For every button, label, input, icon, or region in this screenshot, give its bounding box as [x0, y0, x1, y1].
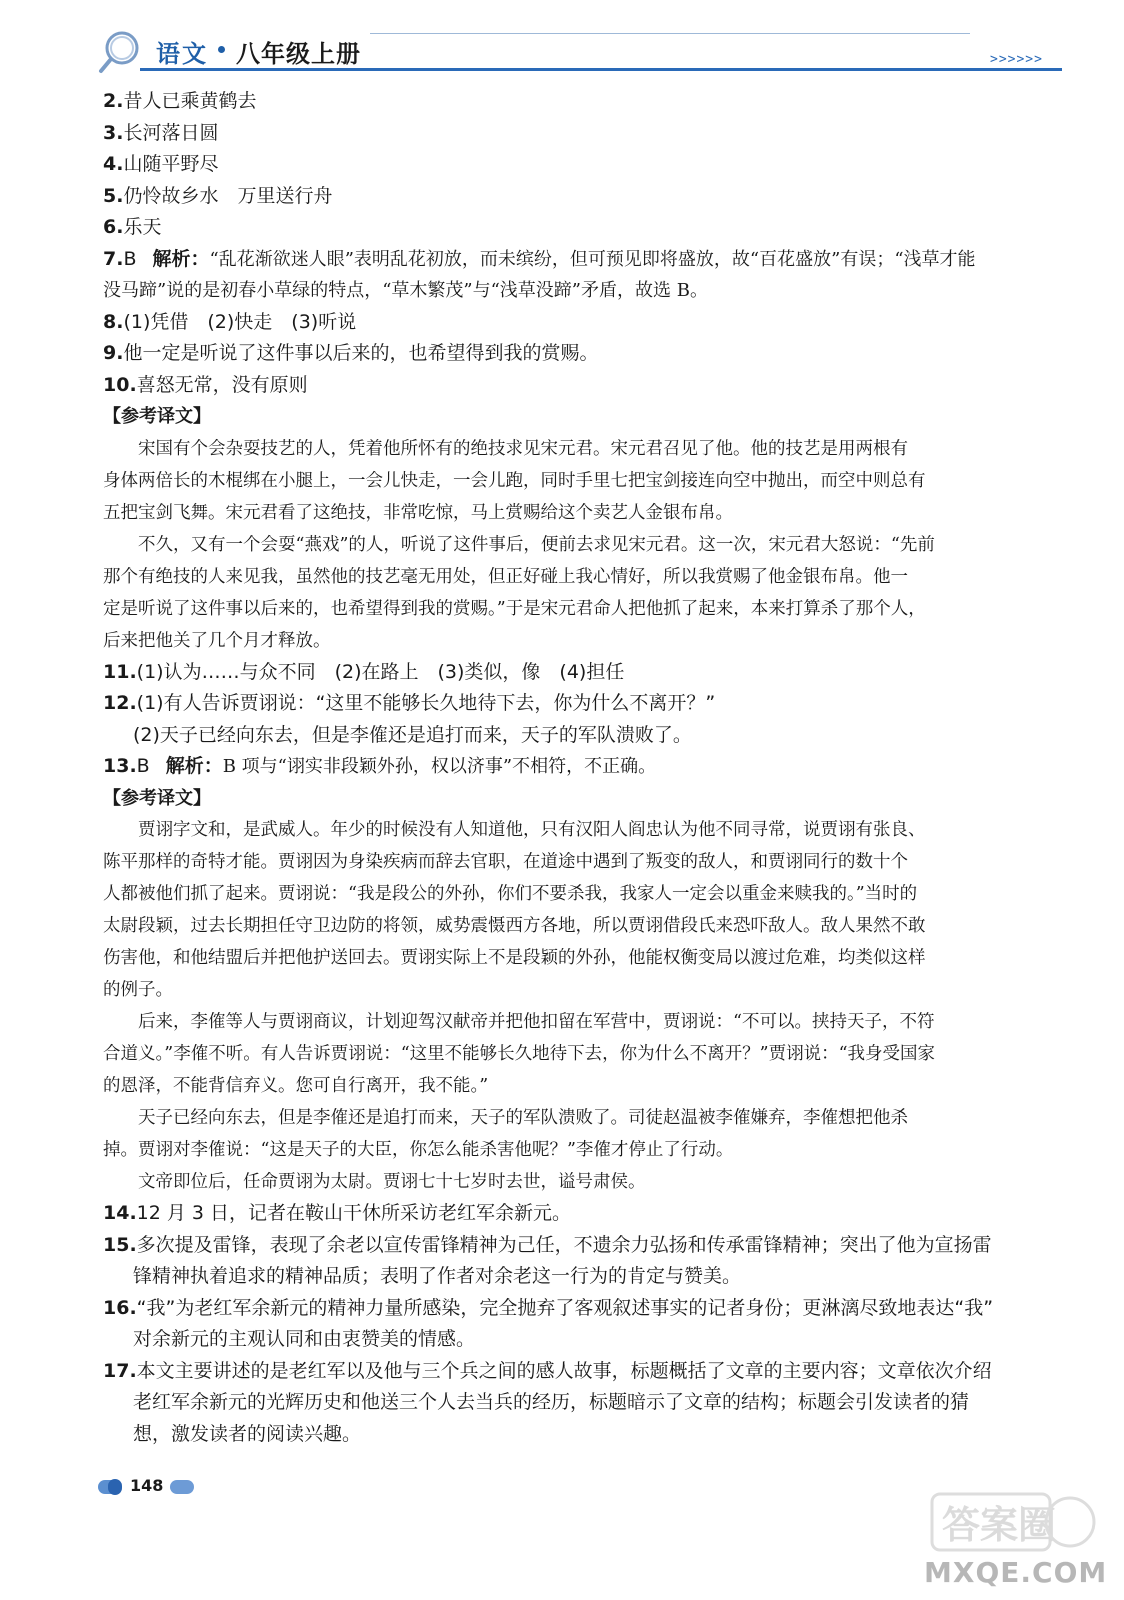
answer-item-6 — [103, 212, 1053, 244]
footer-decoration-icon — [108, 1479, 122, 1495]
item-number: 13. — [103, 755, 137, 777]
page-number: 148 — [130, 1476, 164, 1495]
grade-title: 八年级上册 — [236, 40, 361, 68]
analysis-text: “乱花渐欲迷人眼”表明乱花初放，而未缤纷，但可预见即将盛放，故“百花盛放”有误；“浅草才能 — [209, 248, 976, 270]
translation-paragraph: 天子已经向东去，但是李傕还是追打而来，天子的军队溃败了。司徒赵温被李傕嫌弃，李傕想把他杀 掉。贾诩对李傕说：“这是天子的大臣，你怎么能杀害他呢？”李傕才停止了行动。 — [103, 1108, 908, 1160]
item-number: 8. — [103, 310, 124, 333]
translation-paragraph: 宋国有个会杂耍技艺的人，凭着他所怀有的绝技求见宋元君。宋元君召见了他。他的技艺是用两根有 身体两倍长的木棍绑在小腿上，一会儿快走，一会儿跑，同时手里七把宝剑接连向空中抛出，而空中则总有 五把宝剑飞舞。宋元君看了这绝技，非常吃惊，马上赏赐给这个卖艺人金银布帛。 — [103, 438, 926, 523]
answer-text: 仍怜故乡水 万里送行舟 — [123, 184, 333, 207]
header-rule — [140, 68, 1062, 71]
answer-item-4 — [103, 149, 1053, 181]
item-number: 3. — [103, 121, 124, 144]
item-number: 15. — [103, 1233, 137, 1256]
item-number: 4. — [103, 153, 124, 175]
answer-item-3 — [103, 118, 1053, 150]
answer-text: 他一定是听说了这件事以后来的，也希望得到我的赏赐。 — [123, 342, 599, 364]
analysis-text-continued: 没马蹄”说的是初春小草绿的特点，“草木繁茂”与“浅草没蹄”矛盾，故选 B。 — [103, 280, 708, 301]
header-separator-dot — [218, 46, 225, 53]
answer-item-17 — [103, 1356, 1053, 1388]
answer-text: 山随平野尽 — [123, 153, 219, 175]
answer-text: 昔人已乘黄鹤去 — [123, 90, 257, 112]
answer-item-7 — [103, 244, 1053, 276]
answer-item-11 — [103, 657, 1053, 689]
translation-heading: 【参考译文】 — [103, 787, 211, 809]
answer-text: 多次提及雷锋，表现了余老以宣传雷锋精神为己任，不遗余力弘扬和传承雷锋精神；突出了他为宣扬雷 — [136, 1233, 992, 1256]
item-number: 12. — [103, 692, 137, 714]
answer-item-17-continued: 老红军余新元的光辉历史和他送三个人去当兵的经历，标题暗示了文章的结构；标题会引发读者的猜 — [133, 1391, 970, 1413]
answer-item-10 — [103, 370, 1053, 402]
watermark-logo — [928, 1488, 1098, 1556]
header-arrows-icon: >>>>>> — [990, 52, 1043, 67]
item-number: 7. — [103, 247, 124, 270]
answer-item-16-continued: 对余新元的主观认同和由衷赞美的情感。 — [133, 1328, 476, 1350]
answer-text: 12 月 3 日，记者在鞍山干休所采访老红军余新元。 — [136, 1202, 572, 1224]
item-number: 5. — [103, 184, 124, 207]
answer-item-2 — [103, 86, 1053, 118]
answer-text: 乐天 — [123, 216, 162, 238]
item-number: 14. — [103, 1202, 137, 1224]
analysis-label: 解析： — [165, 755, 223, 777]
answer-content — [103, 86, 1053, 1450]
answer-text: 长河落日圆 — [123, 121, 219, 144]
answer-text: 本文主要讲述的是老红军以及他与三个兵之间的感人故事，标题概括了文章的主要内容；文章依次介绍 — [136, 1359, 992, 1382]
analysis-text: B 项与“诩实非段颖外孙，权以济事”不相符，不正确。 — [222, 756, 657, 777]
answer-item-17-continued: 想，激发读者的阅读兴趣。 — [133, 1422, 362, 1445]
watermark-url: MXQE.COM — [924, 1556, 1108, 1589]
header-thin-rule — [370, 33, 970, 34]
answer-choice: B — [136, 755, 150, 777]
answer-item-5 — [103, 181, 1053, 213]
answer-item-15 — [103, 1230, 1053, 1262]
answer-item-16 — [103, 1293, 1053, 1325]
translation-heading: 【参考译文】 — [103, 406, 211, 427]
answer-item-15-continued: 锋精神执着追求的精神品质；表明了作者对余老这一行为的肯定与赞美。 — [133, 1265, 742, 1287]
answer-text: 喜怒无常，没有原则 — [136, 373, 308, 396]
answer-item-14 — [103, 1198, 1053, 1230]
answer-item-13 — [103, 751, 1053, 783]
answer-text: (1)凭借 (2)快走 (3)听说 — [123, 310, 357, 333]
translation-paragraph: 文帝即位后，任命贾诩为太尉。贾诩七十七岁时去世，谥号肃侯。 — [138, 1172, 646, 1192]
item-number: 10. — [103, 373, 137, 396]
answer-item-9 — [103, 338, 1053, 370]
answer-item-8 — [103, 307, 1053, 339]
answer-choice: B — [123, 247, 137, 270]
page-header — [0, 0, 1124, 80]
answer-item-12 — [103, 688, 1053, 720]
item-number: 11. — [103, 660, 137, 683]
footer-decoration-icon — [170, 1480, 194, 1494]
page-footer — [98, 1474, 298, 1504]
item-number: 2. — [103, 90, 124, 112]
item-number: 17. — [103, 1359, 137, 1382]
answer-text: (1)有人告诉贾诩说：“这里不能够长久地待下去，你为什么不离开？” — [136, 692, 716, 714]
analysis-label: 解析： — [152, 247, 210, 270]
answer-text: “我”为老红军余新元的精神力量所感染，完全抛弃了客观叙述事实的记者身份；更淋漓尽致地表达“我” — [136, 1296, 994, 1319]
magnifier-logo-icon — [96, 28, 144, 76]
answer-text: (1)认为……与众不同 (2)在路上 (3)类似，像 (4)担任 — [136, 660, 625, 683]
translation-paragraph: 贾诩字文和，是武威人。年少的时候没有人知道他，只有汉阳人阎忠认为他不同寻常，说贾诩有张良、 陈平那样的奇特才能。贾诩因为身染疾病而辞去官职，在道途中遇到了叛变的敌人，和贾诩同行的数十个 人都被他们抓了起来。贾诩说：“我是段公的外孙，你们不要杀我，我家人一定会以重金来赎我的。”当时的 太尉段颖，过去长期担任守卫边防的将领，威势震慑西方各地，所以贾诩借段氏来恐吓敌人。敌人果然不敢 伤害他，和他结盟后并把他护送回去。贾诩实际上不是段颖的外孙，他能权衡变局以渡过危难，均类似这样 的例子。 — [103, 820, 926, 1000]
translation-paragraph: 不久，又有一个会耍“燕戏”的人，听说了这件事后，便前去求见宋元君。这一次，宋元君大怒说：“先前 那个有绝技的人来见我，虽然他的技艺毫无用处，但正好碰上我心情好，所以我赏赐了他金银布帛。他一 定是听说了这件事以后来的，也希望得到我的赏赐。”于是宋元君命人把他抓了起来，本来打算杀了那个人， 后来把他关了几个月才释放。 — [103, 534, 935, 651]
svg-text:答案圈: 答案圈 — [942, 1503, 1057, 1547]
item-number: 9. — [103, 342, 124, 364]
translation-paragraph: 后来，李傕等人与贾诩商议，计划迎驾汉献帝并把他扣留在军营中，贾诩说：“不可以。挟持天子，不符 合道义。”李傕不听。有人告诉贾诩说：“这里不能够长久地待下去，你为什么不离开？”贾诩说：“我身受国家 的恩泽，不能背信弃义。您可自行离开，我不能。” — [103, 1012, 936, 1096]
item-number: 16. — [103, 1296, 137, 1319]
subject-title: 语文 — [156, 40, 208, 68]
item-number: 6. — [103, 216, 124, 238]
answer-item-12-part-2: (2)天子已经向东去，但是李傕还是追打而来，天子的军队溃败了。 — [133, 723, 692, 746]
